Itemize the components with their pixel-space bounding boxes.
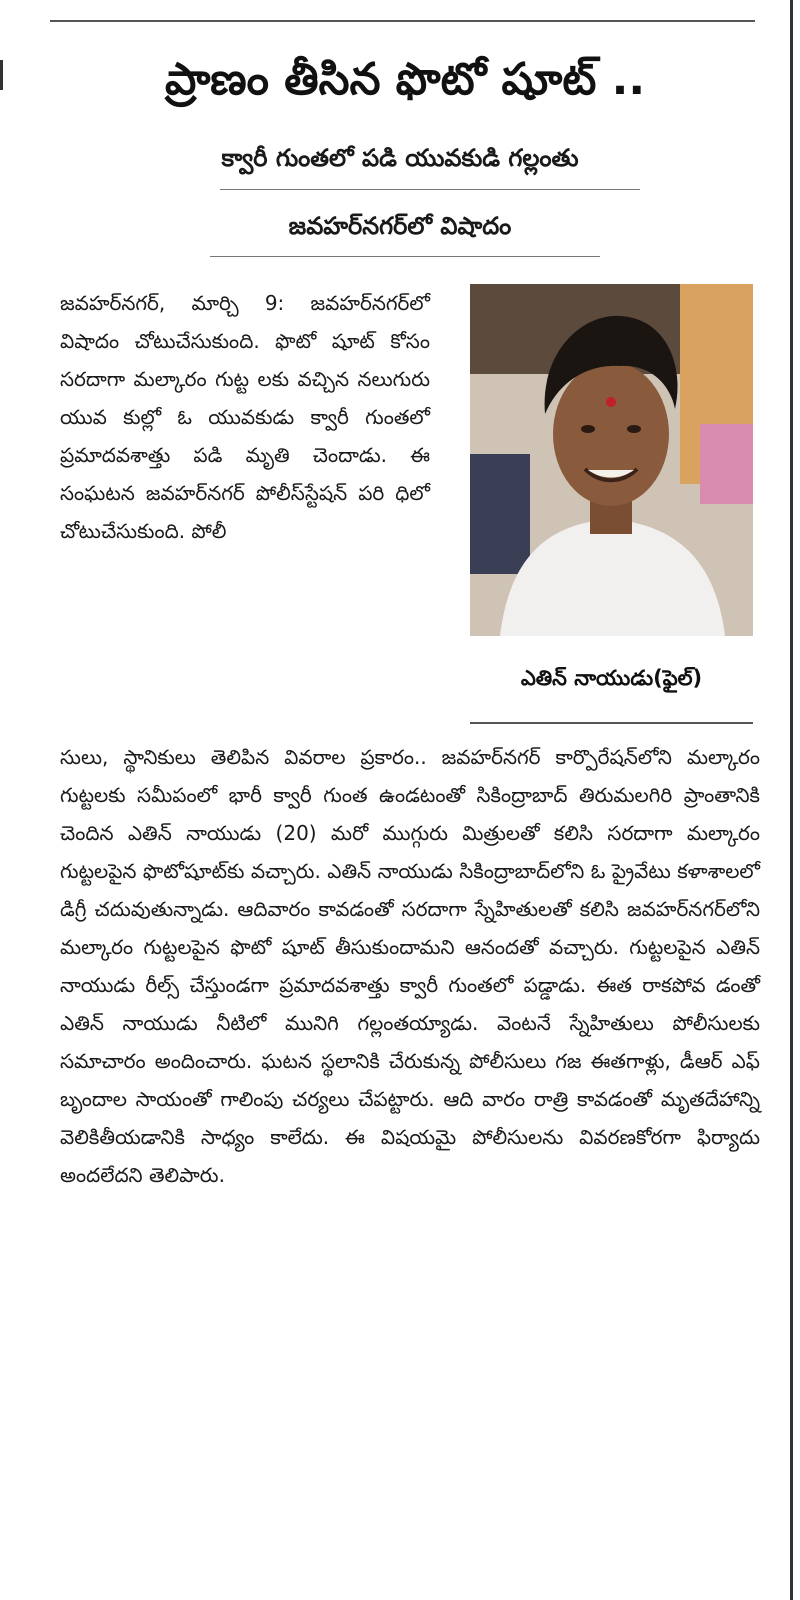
column-paragraph: జవహర్‌నగర్, మార్చి 9: జవహర్‌నగర్‌లో విషాదం చోటుచేసుకుంది. ఫొటో షూట్ కోసం సరదాగా మల్కారం గుట్ట లకు వచ్చిన నలుగురు యువ కుల్లో ఓ యువకుడు క్వారీ గుంతలో ప్రమాదవశాత్తు పడి మృతి చెందాడు. ఈ సంఘటన జవహర్‌నగర్ పోలీస్‌స్టేషన్ పరి ధిలో చోటుచేసుకుంది. పోలీ bbox=[60, 291, 430, 543]
page-edge-right bbox=[790, 0, 793, 1600]
article-column-text bbox=[60, 284, 430, 550]
page-edge-left bbox=[0, 60, 3, 90]
portrait-photo bbox=[470, 284, 753, 636]
headline: ప్రాణం తీసిన ఫొటో షూట్ .. bbox=[164, 54, 646, 105]
top-rule bbox=[50, 20, 755, 22]
subheadline-divider-2 bbox=[210, 256, 600, 257]
portrait-illustration bbox=[470, 284, 753, 636]
subheadline-2: జవహర్‌నగర్‌లో విషాదం bbox=[288, 212, 512, 240]
subheadline-divider-1 bbox=[220, 189, 640, 190]
subheadline-1: క్వారీ గుంతలో పడి యువకుడి గల్లంతు bbox=[221, 144, 579, 172]
caption-rule bbox=[470, 722, 753, 724]
body-paragraph: సులు, స్థానికులు తెలిపిన వివరాల ప్రకారం.. జవహర్‌నగర్ కార్పొరేషన్‌లోని మల్కారం గుట్టలకు సమీపంలో భారీ క్వారీ గుంత ఉండటంతో సికింద్రాబాద్ తిరుమలగిరి ప్రాంతానికి చెందిన ఎతిన్ నాయుడు (20) మరో ముగ్గురు మిత్రులతో కలిసి సరదాగా మల్కారం గుట్టలపైన ఫొటోషూట్‌కు వచ్చారు. ఎతిన్ నాయుడు సికింద్రాబాద్‌లోని ఓ ప్రైవేటు కళాశాలలో డిగ్రీ చదువుతున్నాడు. ఆదివారం కావడంతో సరదాగా స్నేహితులతో కలిసి జవహర్‌నగర్‌లోని మల్కారం గుట్టలపైన ఫొటో షూట్ తీసుకుందామని ఆనందతో వచ్చారు. గుట్టలపైన ఎతిన్ నాయుడు రీల్స్ చేస్తుండగా ప్రమాదవశాత్తు క్వారీ గుంతలో పడ్డాడు. ఈత రాకపోవ డంతో ఎతిన్ నాయుడు నీటిలో మునిగి గల్లంతయ్యాడు. వెంటనే స్నేహితులు పోలీసులకు సమాచారం అందించారు. ఘటన స్థలానికి చేరుకున్న పోలీసులు గజ ఈతగాళ్లు, డీఆర్ ఎఫ్ బృందాల సాయంతో గాలింపు చర్యలు చేపట్టారు. ఆది వారం రాత్రి కావడంతో మృతదేహాన్ని వెలికితీయడానికి సాధ్యం కాలేదు. ఈ విషయమై పోలీసులను వివరణకోరగా ఫిర్యాదు అందలేదని తెలిపారు. bbox=[60, 745, 760, 1187]
photo-caption: ఎతిన్ నాయుడు(ఫైల్) bbox=[520, 666, 703, 690]
article-body bbox=[60, 738, 760, 1194]
